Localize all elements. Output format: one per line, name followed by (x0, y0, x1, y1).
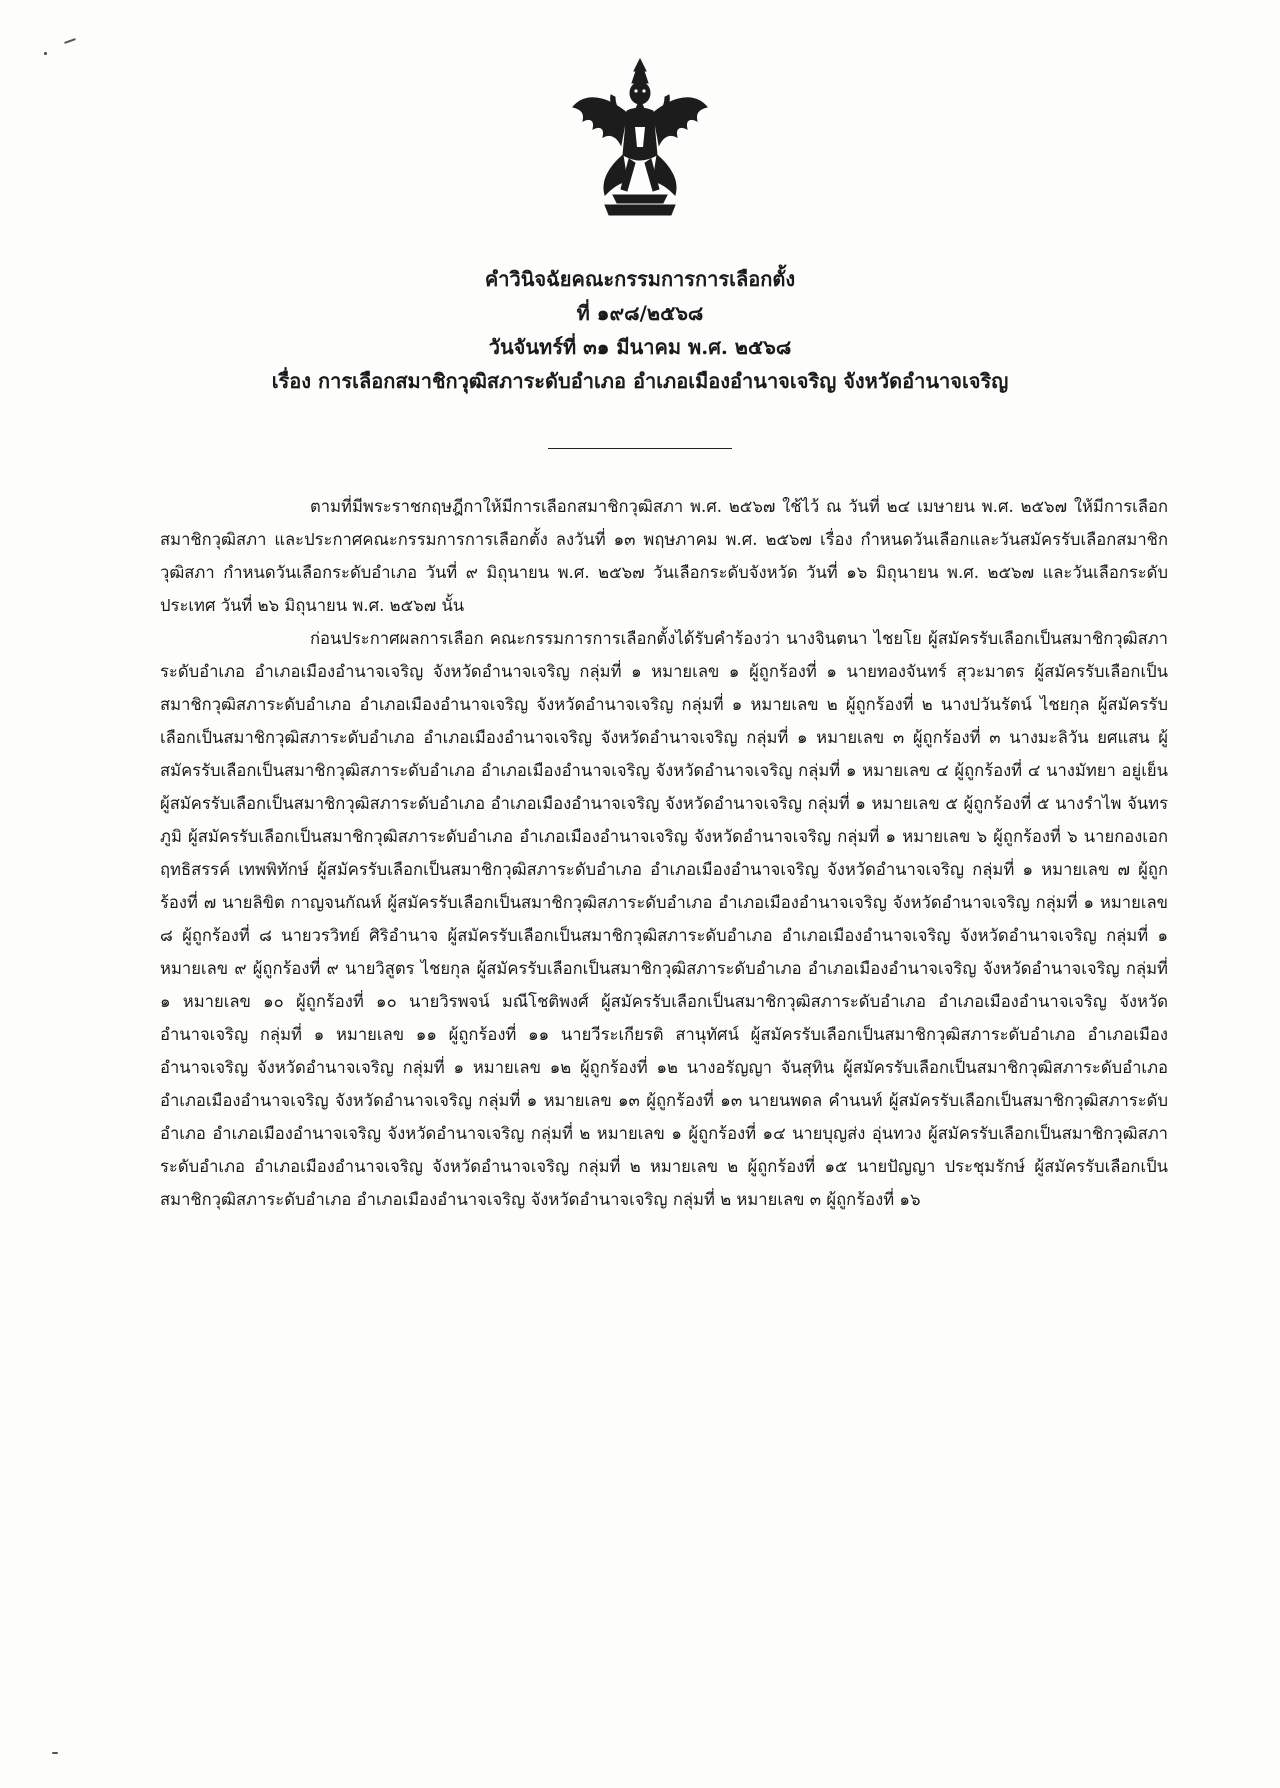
paragraph-complaint: ก่อนประกาศผลการเลือก คณะกรรมการการเลือกตั้งได้รับคำร้องว่า นางจินตนา ไชยโย ผู้สมัครรับเลือกเป็นสมาชิกวุฒิสภาระดับอำเภอ อำเภอเมืองอำนาจเจริญ จังหวัดอำนาจเจริญ กลุ่มที่ ๑ หมายเลข ๑ ผู้ถูกร้องที่ ๑ นายทองจันทร์ สุวะมาตร ผู้สมัครรับเลือกเป็นสมาชิกวุฒิสภาระดับอำเภอ อำเภอเมืองอำนาจเจริญ จังหวัดอำนาจเจริญ กลุ่มที่ ๑ หมายเลข ๒ ผู้ถูกร้องที่ ๒ นางปวันรัตน์ ไชยกุล ผู้สมัครรับเลือกเป็นสมาชิกวุฒิสภาระดับอำเภอ อำเภอเมืองอำนาจเจริญ จังหวัดอำนาจเจริญ กลุ่มที่ ๑ หมายเลข ๓ ผู้ถูกร้องที่ ๓ นางมะลิวัน ยศแสน ผู้สมัครรับเลือกเป็นสมาชิกวุฒิสภาระดับอำเภอ อำเภอเมืองอำนาจเจริญ จังหวัดอำนาจเจริญ กลุ่มที่ ๑ หมายเลข ๔ ผู้ถูกร้องที่ ๔ นางมัทยา อยู่เย็น ผู้สมัครรับเลือกเป็นสมาชิกวุฒิสภาระดับอำเภอ อำเภอเมืองอำนาจเจริญ จังหวัดอำนาจเจริญ กลุ่มที่ ๑ หมายเลข ๕ ผู้ถูกร้องที่ ๕ นางรำไพ จันทรภูมิ ผู้สมัครรับเลือกเป็นสมาชิกวุฒิสภาระดับอำเภอ อำเภอเมืองอำนาจเจริญ จังหวัดอำนาจเจริญ กลุ่มที่ ๑ หมายเลข ๖ ผู้ถูกร้องที่ ๖ นายกองเอก ฤทธิสรรค์ เทพพิทักษ์ ผู้สมัครรับเลือกเป็นสมาชิกวุฒิสภาระดับอำเภอ อำเภอเมืองอำนาจเจริญ จังหวัดอำนาจเจริญ กลุ่มที่ ๑ หมายเลข ๗ ผู้ถูกร้องที่ ๗ นายลิขิต กาญจนกัณห์ ผู้สมัครรับเลือกเป็นสมาชิกวุฒิสภาระดับอำเภอ อำเภอเมืองอำนาจเจริญ จังหวัดอำนาจเจริญ กลุ่มที่ ๑ หมายเลข ๘ ผู้ถูกร้องที่ ๘ นายวรวิทย์ ศิริอำนาจ ผู้สมัครรับเลือกเป็นสมาชิกวุฒิสภาระดับอำเภอ อำเภอเมืองอำนาจเจริญ จังหวัดอำนาจเจริญ กลุ่มที่ ๑ หมายเลข ๙ ผู้ถูกร้องที่ ๙ นายวิสูตร ไชยกุล ผู้สมัครรับเลือกเป็นสมาชิกวุฒิสภาระดับอำเภอ อำเภอเมืองอำนาจเจริญ จังหวัดอำนาจเจริญ กลุ่มที่ ๑ หมายเลข ๑๐ ผู้ถูกร้องที่ ๑๐ นายวิรพจน์ มณีโชติพงศ์ ผู้สมัครรับเลือกเป็นสมาชิกวุฒิสภาระดับอำเภอ อำเภอเมืองอำนาจเจริญ จังหวัดอำนาจเจริญ กลุ่มที่ ๑ หมายเลข ๑๑ ผู้ถูกร้องที่ ๑๑ นายวีระเกียรติ สานุทัศน์ ผู้สมัครรับเลือกเป็นสมาชิกวุฒิสภาระดับอำเภอ อำเภอเมืองอำนาจเจริญ จังหวัดอำนาจเจริญ กลุ่มที่ ๑ หมายเลข ๑๒ ผู้ถูกร้องที่ ๑๒ นางอรัญญา จันสุทิน ผู้สมัครรับเลือกเป็นสมาชิกวุฒิสภาระดับอำเภอ อำเภอเมืองอำนาจเจริญ จังหวัดอำนาจเจริญ กลุ่มที่ ๑ หมายเลข ๑๓ ผู้ถูกร้องที่ ๑๓ นายนพดล คำนนท์ ผู้สมัครรับเลือกเป็นสมาชิกวุฒิสภาระดับอำเภอ อำเภอเมืองอำนาจเจริญ จังหวัดอำนาจเจริญ กลุ่มที่ ๒ หมายเลข ๑ ผู้ถูกร้องที่ ๑๔ นายบุญส่ง อุ่นทวง ผู้สมัครรับเลือกเป็นสมาชิกวุฒิสภาระดับอำเภอ อำเภอเมืองอำนาจเจริญ จังหวัดอำนาจเจริญ กลุ่มที่ ๒ หมายเลข ๒ ผู้ถูกร้องที่ ๑๕ นายปัญญา ประชุมรักษ์ ผู้สมัครรับเลือกเป็นสมาชิกวุฒิสภาระดับอำเภอ อำเภอเมืองอำนาจเจริญ จังหวัดอำนาจเจริญ กลุ่มที่ ๒ หมายเลข ๓ ผู้ถูกร้องที่ ๑๖ (160, 629, 1168, 1209)
heading-divider (548, 448, 732, 449)
document-title: คำวินิจฉัยคณะกรรมการการเลือกตั้ง (484, 267, 796, 291)
paragraph-background: ตามที่มีพระราชกฤษฎีกาให้มีการเลือกสมาชิกวุฒิสภา พ.ศ. ๒๕๖๗ ใช้ไว้ ณ วันที่ ๒๔ เมษายน พ.ศ. ๒๕๖๗ ให้มีการเลือกสมาชิกวุฒิสภา และประกาศคณะกรรมการการเลือกตั้ง ลงวันที่ ๑๓ พฤษภาคม พ.ศ. ๒๕๖๗ เรื่อง กำหนดวันเลือกและวันสมัครรับเลือกสมาชิกวุฒิสภา กำหนดวันเลือกระดับอำเภอ วันที่ ๙ มิถุนายน พ.ศ. ๒๕๖๗ วันเลือกระดับจังหวัด วันที่ ๑๖ มิถุนายน พ.ศ. ๒๕๖๗ และวันเลือกระดับประเทศ วันที่ ๒๖ มิถุนายน พ.ศ. ๒๕๖๗ นั้น (160, 497, 1168, 615)
document-body (160, 490, 1168, 1216)
document-subject: เรื่อง การเลือกสมาชิกวุฒิสภาระดับอำเภอ อำเภอเมืองอำนาจเจริญ จังหวัดอำนาจเจริญ (271, 369, 1009, 393)
document-date: วันจันทร์ที่ ๓๑ มีนาคม พ.ศ. ๒๕๖๘ (488, 335, 792, 359)
garuda-emblem-icon (565, 55, 715, 225)
document-number: ที่ ๑๙๘/๒๕๖๘ (576, 301, 704, 325)
scan-speck (52, 1752, 58, 1754)
scan-speck (44, 52, 47, 55)
document-heading (140, 262, 1140, 398)
scan-speck (64, 38, 76, 44)
